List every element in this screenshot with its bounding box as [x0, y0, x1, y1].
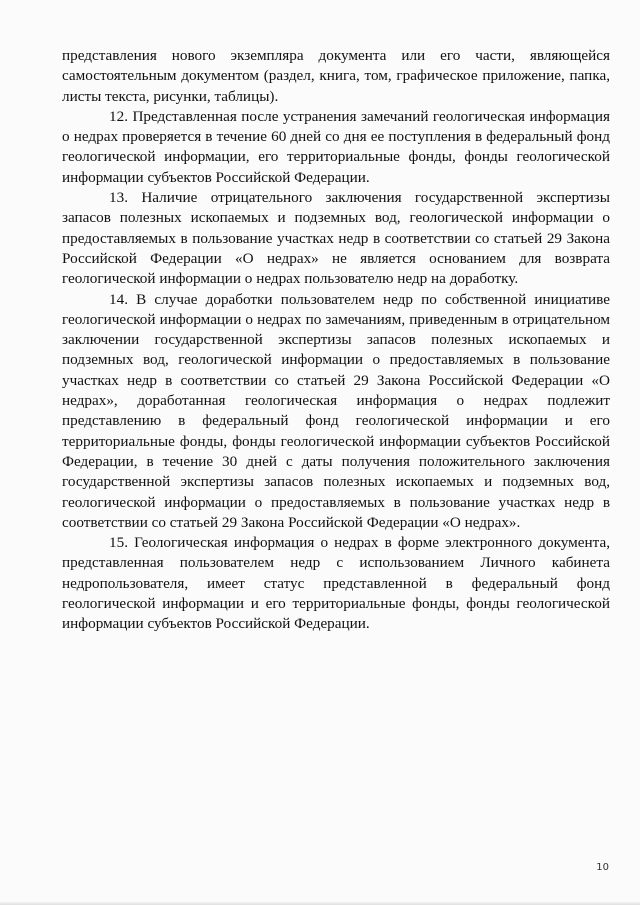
- paragraph-14: 14. В случае доработки пользователем недр по собственной инициативе геологической информации о недрах по замечаниям, приведенным в отрицательном заключении государственной экспертизы запасов полезных ископаемых и подземных вод, геологической информации о предоставляемых в пользование участках недр в соответствии со статьей 29 Закона Российской Федерации «О недрах», доработанная геологическая информация о недрах подлежит представлению в федеральный фонд геологической информации и его территориальные фонды, фонды геологической информации субъектов Российской Федерации, в течение 30 дней с даты получения положительного заключения государственной экспертизы запасов полезных ископаемых и подземных вод, геологической информации о предоставляемых в пользование участках недр в соответствии со статьей 29 Закона Российской Федерации «О недрах».: [62, 290, 610, 531]
- document-body: [62, 46, 610, 635]
- paragraph-continuation: представления нового экземпляра документа или его части, являющейся самостоятельным документом (раздел, книга, том, графическое приложение, папка, листы текста, рисунки, таблицы).: [62, 47, 610, 105]
- paragraph-12: 12. Представленная после устранения замечаний геологическая информация о недрах проверяется в течение 60 дней со дня ее поступления в федеральный фонд геологической информации, его территориальные фонды, фонды геологической информации субъектов Российской Федерации.: [62, 107, 610, 186]
- page-number: 10: [596, 862, 609, 873]
- paragraph-13: 13. Наличие отрицательного заключения государственной экспертизы запасов полезных ископаемых и подземных вод, геологической информации о предоставляемых в пользование участках недр в соответствии со статьей 29 Закона Российской Федерации «О недрах» не является основанием для возврата геологической информации о недрах пользователю недр на доработку.: [62, 189, 610, 288]
- paragraph-15: 15. Геологическая информация о недрах в форме электронного документа, представленная пользователем недр с использованием Личного кабинета недропользователя, имеет статус представленной в федеральный фонд геологической информации и его территориальные фонды, фонды геологической информации субъектов Российской Федерации.: [62, 534, 610, 633]
